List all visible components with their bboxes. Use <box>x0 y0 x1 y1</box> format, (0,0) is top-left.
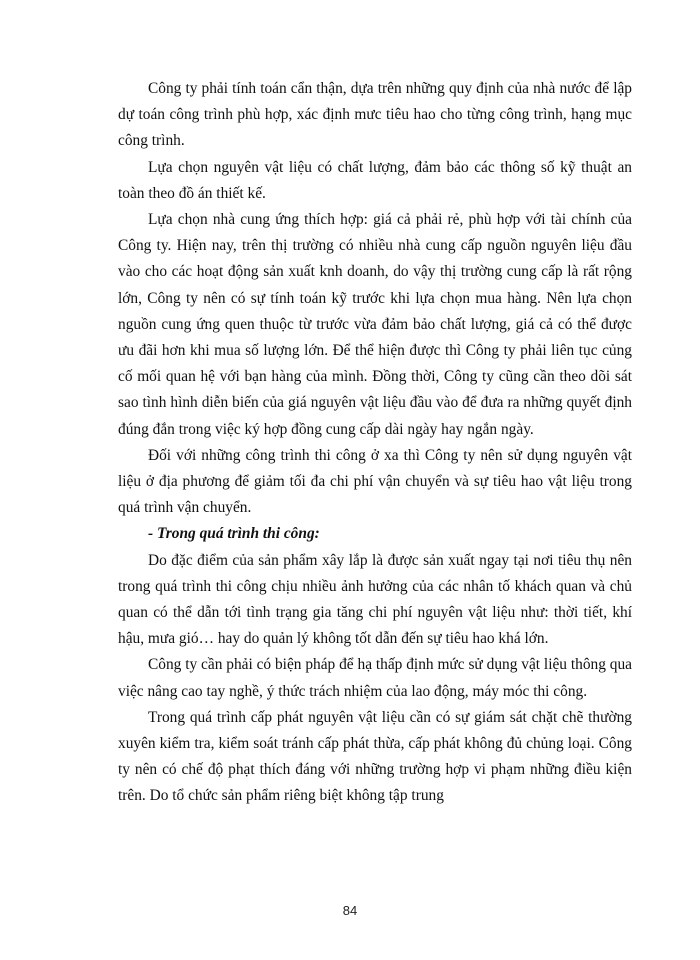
paragraph-cost-estimate: Công ty phải tính toán cẩn thận, dựa trên những quy định của nhà nước để lập dự toán công trình phù hợp, xác định mưc tiêu hao cho từng công trình, hạng mục công trình. <box>118 80 632 150</box>
body-text <box>118 76 632 810</box>
paragraph-construction-factors: Do đặc điểm của sản phẩm xây lắp là được sản xuất ngay tại nơi tiêu thụ nên trong quá trình thi công chịu nhiều ảnh hưởng của các nhân tố khách quan và chủ quan có thể dẫn tới tình trạng gia tăng chi phí nguyên vật liệu như: thời tiết, khí hậu, mưa gió… hay do quản lý không tốt dẫn đến sự tiêu hao khá lớn. <box>118 551 632 648</box>
paragraph-material-supervision: Trong quá trình cấp phát nguyên vật liệu cần có sự giám sát chặt chẽ thường xuyên kiểm tra, kiểm soát tránh cấp phát thừa, cấp phát không đủ chủng loại. Công ty nên có chế độ phạt thích đáng với những trường hợp vi phạm những điều kiện trên. Do tổ chức sản phẩm riêng biệt không tập trung <box>118 708 632 805</box>
paragraph-supplier-selection: Lựa chọn nhà cung ứng thích hợp: giá cả phải rẻ, phù hợp với tài chính của Công ty. Hiện nay, trên thị trường có nhiều nhà cung cấp nguồn nguyên liệu đầu vào cho các hoạt động sản xuất knh doanh, do vậy thị trường cung cấp là rất rộng lớn, Công ty nên có sự tính toán kỹ trước khi lựa chọn mua hàng. Nên lựa chọn nguồn cung ứng quen thuộc từ trước vừa đảm bảo chất lượng, giá cả có thể được ưu đãi hơn khi mua số lượng lớn. Để thể hiện được thì Công ty phải liên tục củng cố mối quan hệ với bạn hàng của mình. Đồng thời, Công ty cũng cần theo dõi sát sao tình hình diễn biến của giá nguyên vật liệu đầu vào để đưa ra những quyết định đúng đắn trong việc ký hợp đồng cung cấp dài ngày hay ngắn ngày. <box>118 211 632 438</box>
page-number: 84 <box>342 903 358 918</box>
paragraph-local-materials: Đối với những công trình thi công ở xa thì Công ty nên sử dụng nguyên vật liệu ở địa phương để giảm tối đa chi phí vận chuyển và sự tiêu hao vật liệu trong quá trình vận chuyển. <box>118 446 632 517</box>
paragraph-material-quality: Lựa chọn nguyên vật liệu có chất lượng, đảm bảo các thông số kỹ thuật an toàn theo đồ án thiết kế. <box>118 158 632 202</box>
section-heading: - Trong quá trình thi công: <box>148 525 320 543</box>
paragraph-usage-norms: Công ty cần phải có biện pháp để hạ thấp định mức sử dụng vật liệu thông qua việc nâng cao tay nghề, ý thức trách nhiệm của lao động, máy móc thi công. <box>118 656 632 700</box>
